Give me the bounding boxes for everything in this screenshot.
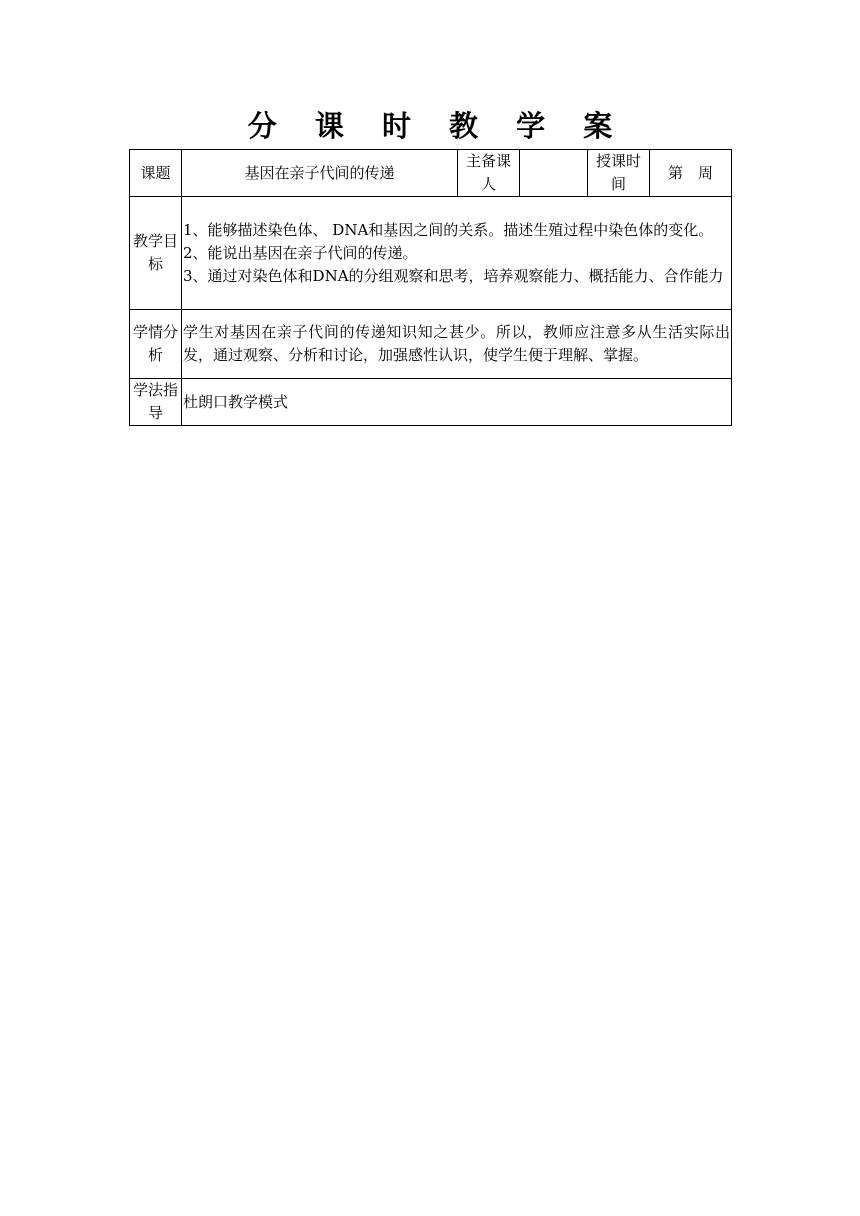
preparer-label: 主备课人 [458,150,520,197]
analysis-text: 学生对基因在亲子代间的传递知识知之甚少。所以，教师应注意多从生活实际出发，通过观察、分析和讨论，加强感性认识，使学生便于理解、掌握。 [182,310,732,379]
goals-label: 教学目标 [130,197,182,310]
analysis-row [130,310,732,379]
topic-label: 课题 [130,150,182,197]
week-value: 第 周 [650,150,732,197]
goals-content [182,197,732,310]
goal-item: 1、能够描述染色体、 DNA和基因之间的关系。描述生殖过程中染色体的变化。 [183,220,714,239]
method-row [130,379,732,426]
preparer-value [520,150,588,197]
goal-item: 3、通过对染色体和DNA的分组观察和思考，培养观察能力、概括能力、合作能力 [183,266,724,285]
analysis-label: 学情分析 [130,310,182,379]
lesson-plan-table [129,149,732,426]
header-row [130,150,732,197]
goals-row [130,197,732,310]
goal-item: 2、能说出基因在亲子代间的传递。 [183,243,418,262]
page-title: 分 课 时 教 学 案 [247,109,627,143]
method-label: 学法指导 [130,379,182,426]
method-text: 杜朗口教学模式 [182,379,732,426]
topic-value: 基因在亲子代间的传递 [182,150,458,197]
teaching-time-label: 授课时间 [588,150,650,197]
